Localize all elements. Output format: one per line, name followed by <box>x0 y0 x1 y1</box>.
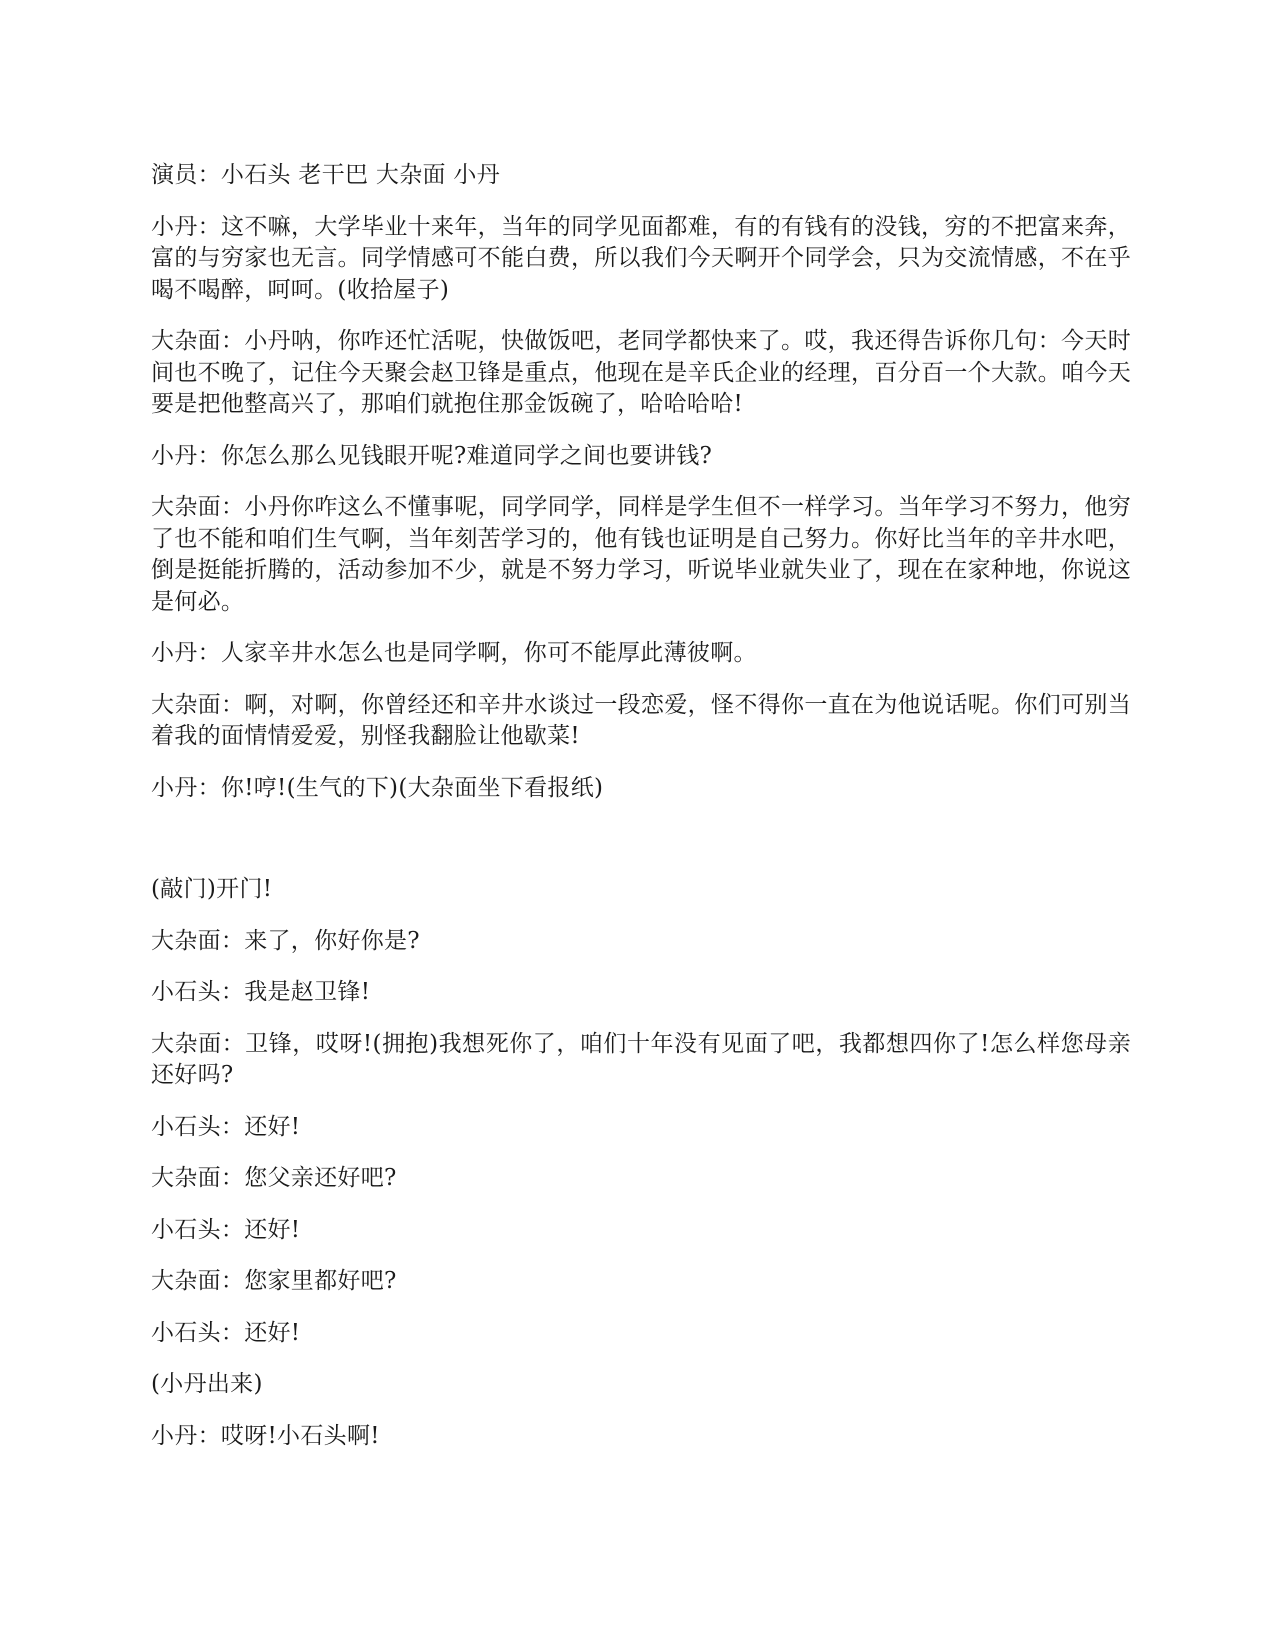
dialogue-line: 小石头：还好! <box>151 1113 301 1140</box>
dialogue-line: 小丹：你!哼!(生气的下)(大杂面坐下看报纸) <box>151 774 604 801</box>
scene-break <box>151 824 1131 874</box>
dialogue-line: 大杂面：啊，对啊，你曾经还和辛井水谈过一段恋爱，怪不得你一直在为他说话呢。你们可别当着我的面情情爱爱，别怪我翻脸让他歇菜! <box>151 691 1131 749</box>
dialogue-line: 大杂面：小丹呐，你咋还忙活呢，快做饭吧，老同学都快来了。哎，我还得告诉你几句：今天时间也不晚了，记住今天聚会赵卫锋是重点，他现在是辛氏企业的经理，百分百一个大款。咱今天要是把他整高兴了，那咱们就抱住那金饭碗了，哈哈哈哈! <box>151 328 1131 417</box>
dialogue-line: 大杂面：小丹你咋这么不懂事呢，同学同学，同样是学生但不一样学习。当年学习不努力，他穷了也不能和咱们生气啊，当年刻苦学习的，他有钱也证明是自己努力。你好比当年的辛井水吧，倒是挺能折腾的，活动参加不少，就是不努力学习，听说毕业就失业了，现在在家种地，你说这是何必。 <box>151 494 1131 615</box>
dialogue-line: 大杂面：卫锋，哎呀!(拥抱)我想死你了，咱们十年没有见面了吧，我都想四你了!怎么样您母亲还好吗? <box>151 1030 1131 1088</box>
dialogue-line: 小石头：还好! <box>151 1216 301 1243</box>
dialogue-line: 大杂面：您父亲还好吧? <box>151 1165 397 1191</box>
dialogue-line: 小丹：人家辛井水怎么也是同学啊，你可不能厚此薄彼啊。 <box>151 640 757 666</box>
dialogue-line: 大杂面：您家里都好吧? <box>151 1268 397 1294</box>
cast-line: 演员：小石头 老干巴 大杂面 小丹 <box>151 162 501 188</box>
dialogue-line: 小石头：我是赵卫锋! <box>151 979 371 1005</box>
dialogue-line: 大杂面：来了，你好你是? <box>151 927 420 954</box>
script-page <box>151 160 1131 1472</box>
dialogue-line: 小丹：这不嘛，大学毕业十来年，当年的同学见面都难，有的有钱有的没钱，穷的不把富来奔，富的与穷家也无言。同学情感可不能白费，所以我们今天啊开个同学会，只为交流情感，不在乎喝不喝醉，呵呵。(收拾屋子) <box>151 213 1131 303</box>
dialogue-line: 小石头：还好! <box>151 1319 301 1346</box>
dialogue-line: 小丹：哎呀!小石头啊! <box>151 1422 380 1449</box>
dialogue-line: 小丹：你怎么那么见钱眼开呢?难道同学之间也要讲钱? <box>151 442 713 469</box>
stage-direction: (小丹出来) <box>151 1371 263 1397</box>
stage-direction: (敲门)开门! <box>151 876 273 902</box>
